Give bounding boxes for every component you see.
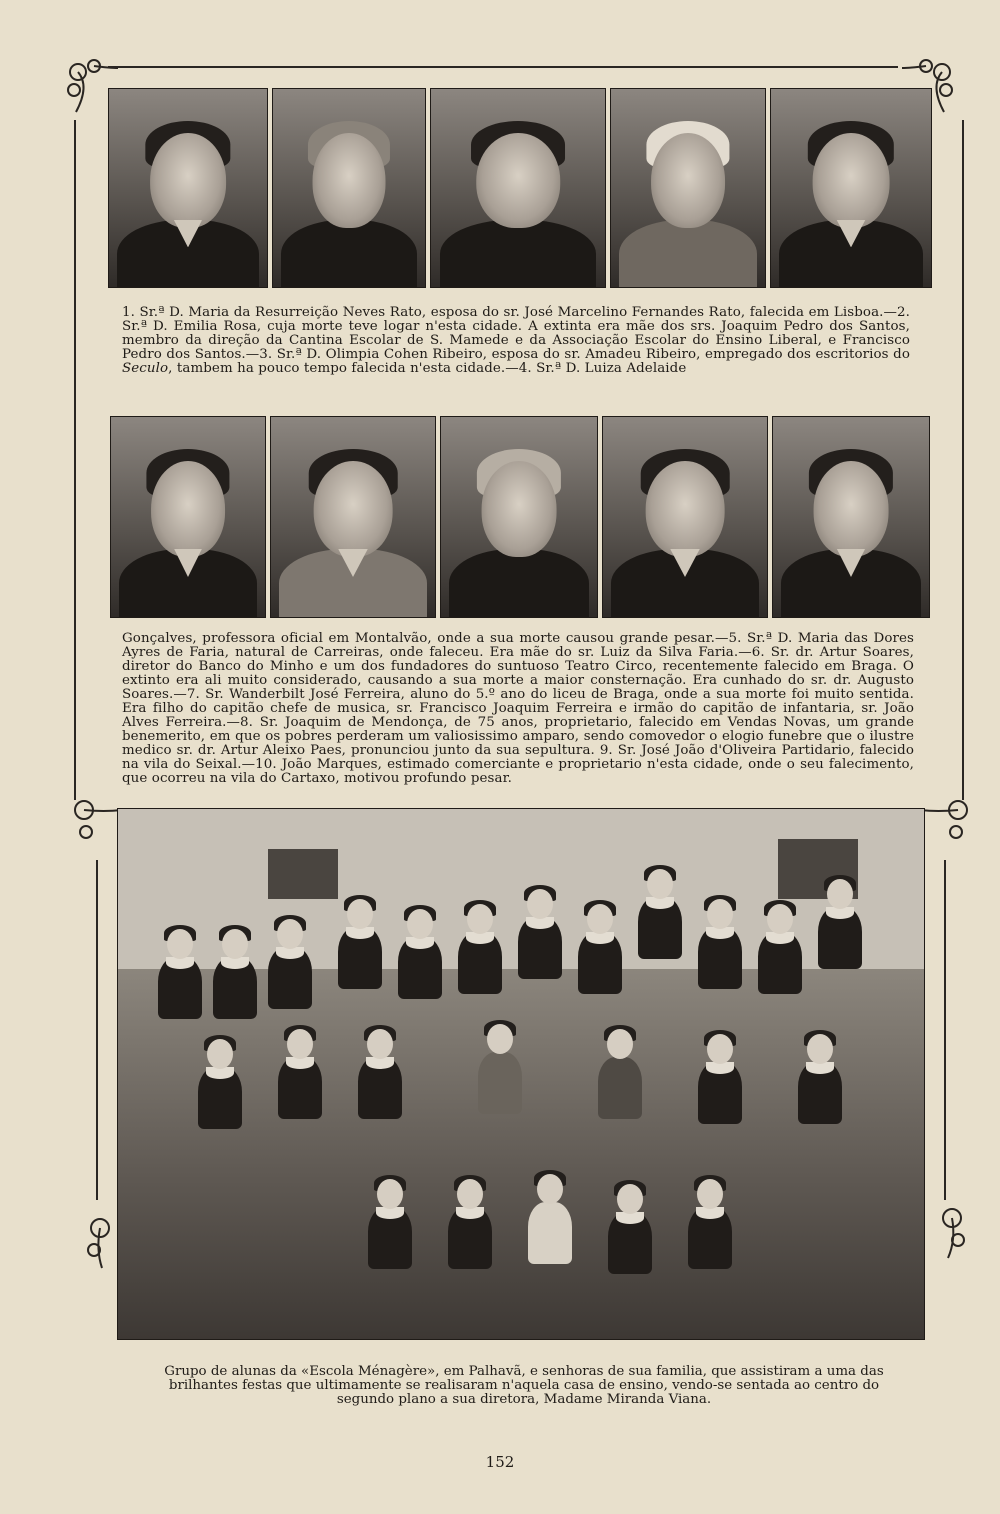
portrait-2 [272,88,426,288]
frame-left-line-upper [74,120,76,800]
portrait-row-middle [110,416,930,618]
middle-caption-text: Gonçalves, professora oficial em Montalvão, onde a sua morte causou grande pesar.—5. Sr.ª D. Maria das Dores Ayres de Faria, natural de Carreiras, onde faleceu. Era mãe do sr. Luiz da Silva Faria.—6. Sr. dr. Artur Soares, diretor do Banco do Minho e um dos fundadores do suntuoso Teatro Circo, recentemente falecido em Braga. O extinto era ali muito considerado, causando a sua morte a maior consternação. Era cunhado do sr. dr. Augusto Soares.—7. Sr. Wanderbilt José Ferreira, aluno do 5.º ano do liceu de Braga, onde a sua morte foi muito sentida. Era filho do capitão chefe de musica, sr. Francisco Joaquim Ferreira e irmão do capitão de infantaria, sr. João Alves Ferreira.—8. Sr. Joaquim de Mendonça, de 75 anos, proprietario, falecido em Vendas Novas, um grande benemerito, em que os pobres perderam um valiosissimo amparo, sendo comovedor o elogio funebre que o ilustre medico sr. dr. Artur Aleixo Paes, pronunciou junto da sua sepultura. 9. Sr. José João d'Oliveira Partidario, falecido na vila do Seixal.—10. João Marques, estimado comerciante e proprietario n'esta cidade, onde o seu falecimento, que ocorreu na vila do Cartaxo, motivou profundo pesar. [122,631,914,786]
portrait-7 [270,416,436,618]
floral-ornament-mid-left [64,790,124,850]
portrait-4 [610,88,766,288]
floral-ornament-mid-right [918,790,978,850]
frame-top-line [108,66,898,68]
top-caption [122,306,910,376]
page-number: 152 [485,1453,515,1471]
portrait-5 [770,88,932,288]
top-caption-text-end: , tambem ha pouco tempo falecida n'esta cidade.—4. Sr.ª D. Luiza Adelaide [168,361,687,376]
frame-right-line-upper [962,120,964,800]
group-caption-text: Grupo de alunas da «Escola Ménagère», em Palhavã, e senhoras de sua familia, que assistiram a uma das brilhantes festas que ultimamente se realisaram n'aquela casa de ensino, vendo-se sentada ao centro do segundo plano a sua diretora, Madame Miranda Viana. [164,1364,884,1407]
group-photo-caption [148,1365,900,1407]
group-photo [117,808,925,1340]
frame-left-line-lower [96,860,98,1200]
portrait-6 [110,416,266,618]
portrait-row-top [108,88,932,288]
portrait-9 [602,416,768,618]
top-caption-italic: Seculo [122,361,169,376]
portrait-1 [108,88,268,288]
middle-caption [122,632,914,786]
portrait-8 [440,416,598,618]
portrait-3 [430,88,606,288]
floral-ornament-bottom-right [918,1200,978,1260]
portrait-10 [772,416,930,618]
top-caption-text: 1. Sr.ª D. Maria da Resurreição Neves Rato, esposa do sr. José Marcelino Fernandes Rato, falecida em Lisboa.—2. Sr.ª D. Emilia Rosa, cuja morte teve logar n'esta cidade. A extinta era mãe dos srs. Joaquim Pedro dos Santos, membro da direção da Cantina Escolar de S. Mamede e da Associação Escolar do Ensino Liberal, e Francisco Pedro dos Santos.—3. Sr.ª D. Olimpia Cohen Ribeiro, esposa do sr. Amadeu Ribeiro, empregado dos escritorios do [122,305,910,362]
frame-right-line-lower [944,860,946,1200]
